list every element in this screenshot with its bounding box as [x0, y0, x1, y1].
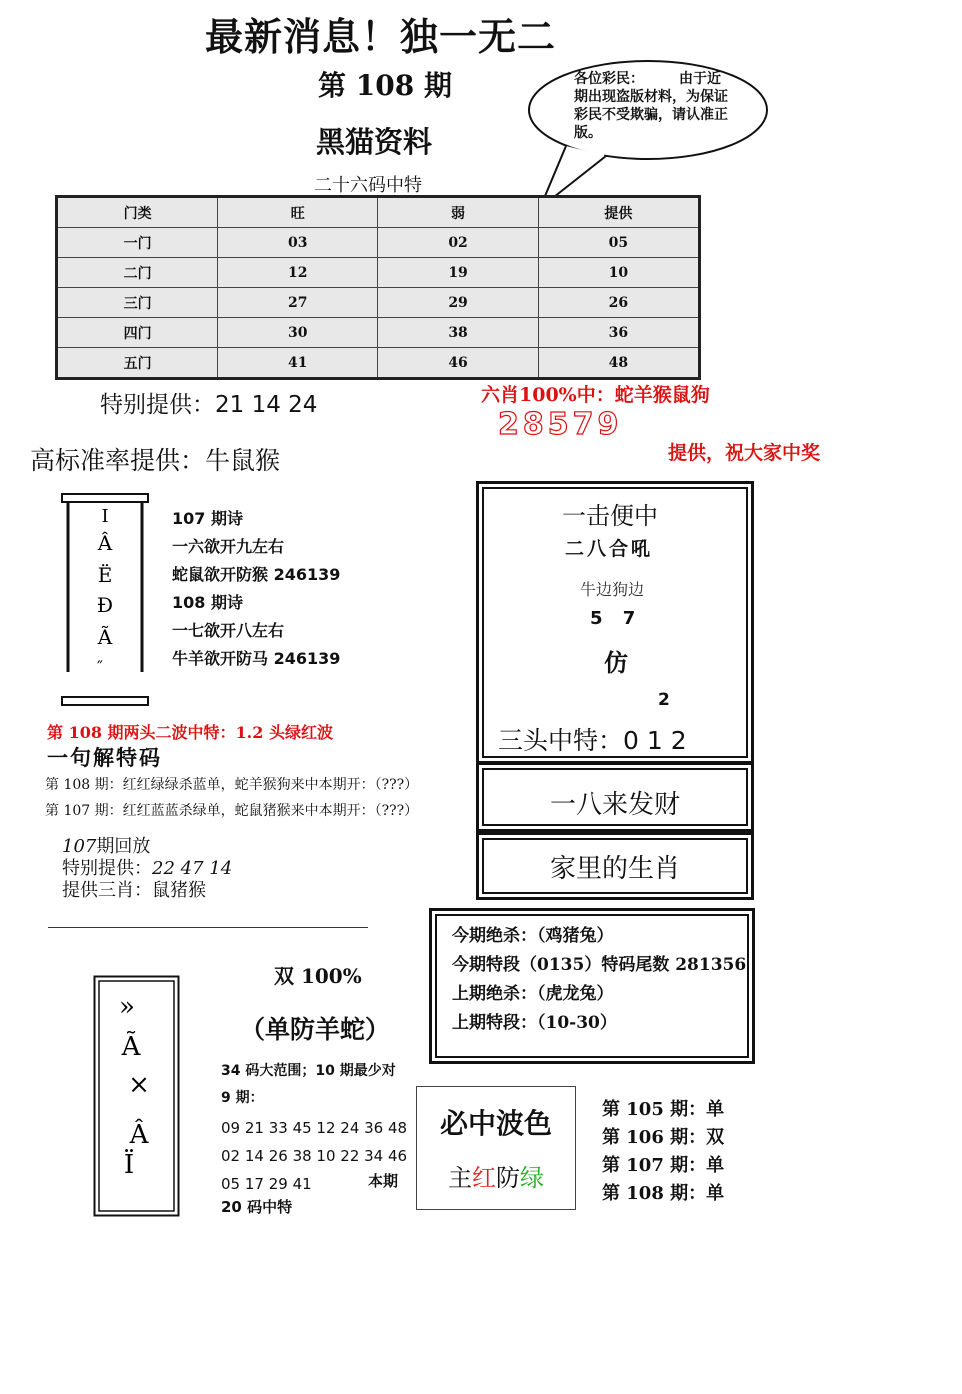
- kill-line: 上期绝杀：（虎龙兔）: [452, 984, 614, 1004]
- issue-number: 第 108 期: [318, 69, 452, 102]
- table-cell: 38: [378, 318, 538, 348]
- frame-glyph: »: [119, 992, 135, 1022]
- poem-line: 107 期诗: [172, 509, 243, 528]
- table-cell: 02: [378, 228, 538, 258]
- review-three: 提供三肖：鼠猪猴: [62, 880, 206, 901]
- table-cell: 48: [538, 348, 699, 379]
- table-row: [57, 288, 700, 318]
- kill-line: 今期特段（0135）特码尾数 281356: [452, 955, 747, 975]
- poem-glyph: Ⅰ: [101, 506, 109, 527]
- special-offer: 特别提供：21 14 24: [100, 392, 318, 418]
- zodiac-table: [55, 195, 701, 380]
- table-cell: 36: [538, 318, 699, 348]
- page-title: 最新消息！独一无二: [205, 14, 557, 59]
- riddle-lines: [45, 772, 418, 824]
- wave-guard: 防: [496, 1164, 520, 1192]
- table-cell: 27: [218, 288, 378, 318]
- two-heads-pick: 第 108 期两头二波中特：1.2 头绿红波: [47, 723, 333, 742]
- kill-lines: [452, 922, 746, 1038]
- range-line: 9 期：: [221, 1090, 264, 1106]
- hit-ox-text: 牛边狗边: [580, 580, 645, 599]
- history-item: 第 105 期：单: [602, 1099, 725, 1120]
- wave-red: 红: [472, 1164, 496, 1192]
- guard-pick: （单防羊蛇）: [240, 1015, 391, 1044]
- wish-text: 提供，祝大家中奖: [668, 442, 821, 464]
- kill-line: 今期绝杀：（鸡猪兔）: [452, 926, 614, 946]
- review-special-value: 22 47 14: [152, 858, 233, 879]
- table-cell: 12: [218, 258, 378, 288]
- table-header: 旺: [218, 197, 378, 228]
- number-row: 09 21 33 45 12 24 36 48: [221, 1119, 408, 1137]
- table-cell: 26: [538, 288, 699, 318]
- riddle-line: 第 107 期：红红蓝蓝杀绿单，蛇鼠猪猴来中本期开：（???）: [45, 803, 419, 819]
- riddle-line: 第 108 期：红红绿绿杀蓝单，蛇羊猴狗来中本期开：（???）: [45, 777, 419, 793]
- poem-glyph: Ã: [97, 625, 113, 649]
- frame-glyph: ×: [128, 1070, 150, 1100]
- box-home-text: 家里的生肖: [549, 854, 680, 884]
- table-cell: 四门: [57, 318, 218, 348]
- table-row: [57, 258, 700, 288]
- review-title-text: 期回放: [96, 836, 151, 857]
- one-sentence-heading: 一句解特码: [47, 745, 162, 770]
- double-pick: 双 100%: [274, 964, 362, 988]
- table-cell: 03: [218, 228, 378, 258]
- poem-glyph: Ð: [96, 593, 114, 617]
- table-header: 弱: [378, 197, 538, 228]
- table-cell: 一门: [57, 228, 218, 258]
- table-row: [57, 318, 700, 348]
- table-cell: 19: [378, 258, 538, 288]
- poem-glyph: Ë: [97, 563, 113, 587]
- poem-line: 108 期诗: [172, 593, 243, 612]
- table-cell: 三门: [57, 288, 218, 318]
- frame-glyph: Ï: [123, 1150, 135, 1180]
- review-issue-number: 107: [62, 836, 97, 857]
- divider: [48, 927, 368, 928]
- table-header: 提供: [538, 197, 699, 228]
- poem-line: 蛇鼠欲开防猴 246139: [172, 565, 341, 584]
- table-cell: 46: [378, 348, 538, 379]
- kill-line: 上期特段：（10-30）: [452, 1013, 617, 1033]
- poem-lines: [172, 505, 340, 673]
- three-heads-pick: 三头中特：0 1 2: [498, 726, 687, 755]
- poem-line: 一六欲开九左右: [172, 537, 285, 556]
- table-header: 门类: [57, 197, 218, 228]
- table-cell: 10: [538, 258, 699, 288]
- history-item: 第 107 期：单: [602, 1155, 725, 1176]
- poem-line: 一七欲开八左右: [172, 621, 285, 640]
- hit-numbers: 5 7: [590, 608, 636, 629]
- this-issue-label: 本期: [368, 1172, 399, 1190]
- high-rate-offer: 高标准率提供：牛鼠猴: [30, 446, 281, 475]
- table-cell: 41: [218, 348, 378, 379]
- table-cell: 五门: [57, 348, 218, 379]
- twenty-code-label: 20 码中特: [221, 1198, 293, 1216]
- review-title: [62, 836, 232, 858]
- wave-title: 必中波色: [439, 1107, 552, 1140]
- table-cell: 二门: [57, 258, 218, 288]
- poem-scroll-frame: [60, 492, 150, 707]
- wave-green: 绿: [520, 1164, 544, 1192]
- number-row: 02 14 26 38 10 22 34 46: [221, 1147, 408, 1165]
- six-zodiac-pick: 六肖100%中：蛇羊猴鼠狗: [481, 384, 710, 406]
- table-cell: 05: [538, 228, 699, 258]
- table-cell: 29: [378, 288, 538, 318]
- frame-glyph: Ã: [121, 1032, 141, 1062]
- bubble-notice: 各位彩民： 由于近期出现盗版材料，为保证彩民不受欺骗，请认准正版。: [574, 71, 728, 141]
- table-row: [57, 348, 700, 379]
- poem-line: 牛羊欲开防马 246139: [172, 649, 341, 668]
- number-row: 05 17 29 41: [221, 1175, 312, 1193]
- history-item: 第 106 期：双: [602, 1127, 725, 1148]
- lucky-number: 28579: [498, 407, 623, 442]
- range-line: 34 码大范围；10 期最少对: [221, 1063, 396, 1079]
- history-item: 第 108 期：单: [602, 1183, 725, 1204]
- poem-glyph: ″: [97, 657, 103, 676]
- wave-colors: [416, 1158, 576, 1193]
- hit-two: 2: [658, 690, 670, 710]
- poem-glyph: Â: [97, 531, 113, 555]
- history-list: [602, 1096, 724, 1208]
- hit-subtitle: 二八合吼: [565, 538, 654, 560]
- review-special: [62, 858, 232, 880]
- subtitle: 黑猫资料: [316, 125, 433, 159]
- hit-title: 一击便中: [562, 502, 658, 530]
- table-row: [57, 228, 700, 258]
- table-cell: 30: [218, 318, 378, 348]
- table-header-row: [57, 197, 700, 228]
- wave-main: 主: [448, 1164, 472, 1192]
- review-special-label: 特别提供：: [62, 858, 152, 879]
- glyph-scroll-frame: [93, 975, 180, 1217]
- hit-fang: 仿: [604, 648, 628, 677]
- range-text: [221, 1058, 396, 1112]
- box-18-text: 一八来发财: [549, 790, 680, 820]
- table-title: 二十六码中特: [314, 175, 422, 196]
- review-block: [62, 836, 232, 902]
- frame-glyph: Â: [129, 1120, 149, 1150]
